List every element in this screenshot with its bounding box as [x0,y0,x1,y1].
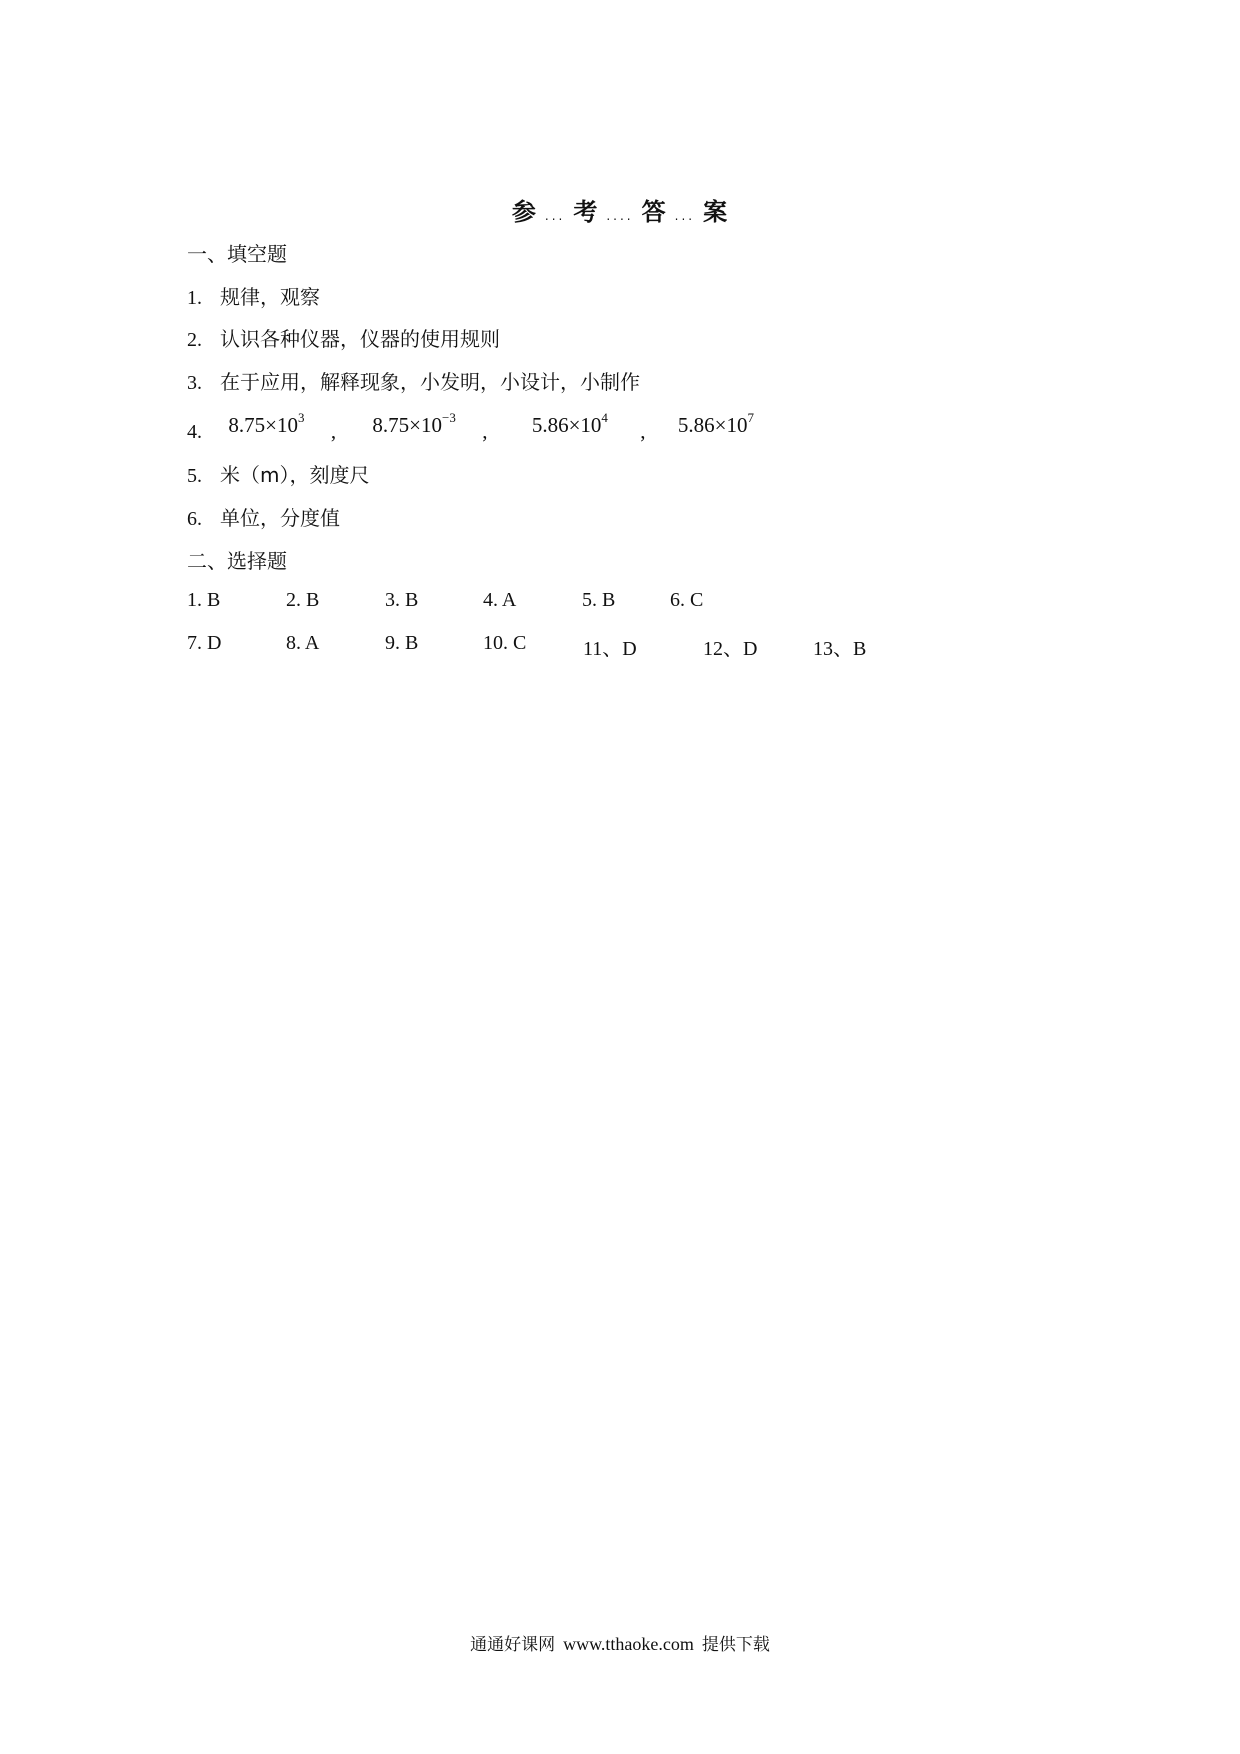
page-title: 参 ... 考 .... 答 ... 案 [0,192,1240,227]
section-heading-fill-in: 一、填空题 [187,242,287,266]
item-number: 3. [187,372,202,394]
choice-answer: 4. A [483,589,517,611]
page-footer [0,1630,1240,1655]
item-number: 1. [187,287,202,309]
choice-answer: 9. B [385,632,419,654]
choice-answer: 6. C [670,589,704,611]
sci-value: $5.86\times 10^4$ [531,410,608,437]
choice-answer: 12、D [703,638,758,660]
choice-answer: 1. B [187,589,221,611]
answer-item-4 [187,410,754,444]
section-heading-choice: 二、选择题 [187,549,287,573]
item-number: 6. [187,508,202,530]
answer-item-2 [187,323,500,352]
title-char: 考 [573,198,599,226]
choice-answer: 7. D [187,632,222,654]
separator: , [330,419,337,443]
choice-answer: 8. A [286,632,320,654]
answer-item-3 [187,366,640,395]
choice-answer: 13、B [813,638,867,660]
item-number: 4. [187,421,202,443]
answer-item-1 [187,281,320,310]
item-text: 规律，观察 [220,285,320,309]
separator: , [640,419,646,443]
choice-answer: 2. B [286,589,320,611]
item-text: 米（m），刻度尺 [220,463,370,487]
title-char: 答 [641,198,667,226]
item-text: 单位，分度值 [220,506,340,530]
answer-item-6 [187,502,340,531]
title-char: 参 [511,198,537,226]
item-text: 认识各种仪器，仪器的使用规则 [220,327,500,351]
footer-site-name: 通通好课网 [470,1635,556,1655]
item-text: 在于应用，解释现象，小发明，小设计，小制作 [220,370,640,394]
sci-value: $8.75\times 10^3$ [228,410,305,437]
title-char: 案 [703,198,729,226]
sci-value: $8.75\times 10^{-3}$ [372,410,456,437]
choice-answer: 3. B [385,589,419,611]
choice-answer: 11、D [583,638,637,660]
sci-value: $5.86\times 10^7$ [677,410,754,437]
item-number: 2. [187,329,202,351]
footer-url: www.tthaoke.com [563,1634,694,1654]
answer-item-5 [187,459,369,488]
footer-note: 提供下载 [701,1635,770,1655]
separator: , [482,419,488,443]
item-number: 5. [187,465,202,487]
choice-answer: 5. B [582,589,616,611]
choice-answer: 10. C [483,632,527,654]
